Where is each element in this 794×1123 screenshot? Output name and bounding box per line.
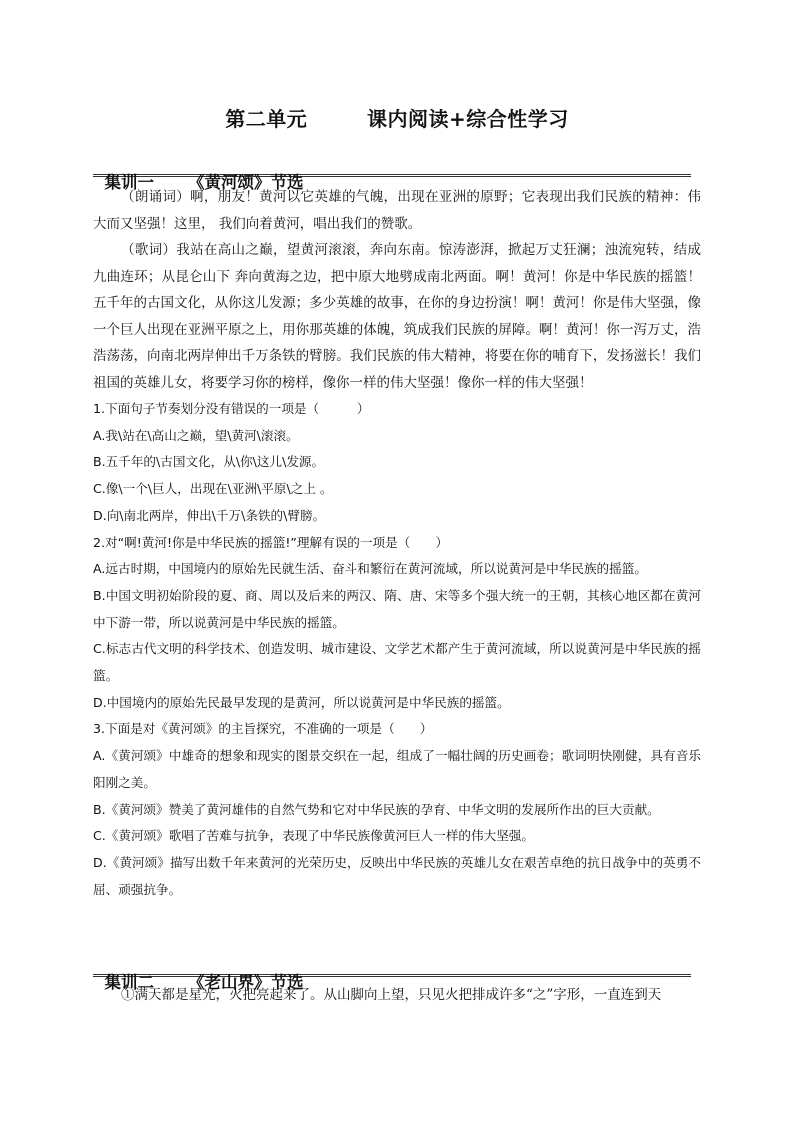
- option-1a: A.我\站在\高山之巅，望\黄河\滚滚。: [93, 427, 299, 443]
- section-label: 集训二: [104, 973, 154, 992]
- section-title: 《黄河颂》节选: [188, 173, 304, 192]
- option-3d: D.《黄河颂》描写出数千年来黄河的光荣历史，反映出中华民族的英雄儿女在艰苦卓绝的抗日战争中的英勇不屈、顽强抗争。: [93, 854, 701, 897]
- question-1: 1.下面句子节奏划分没有错误的一项是（ ）: [93, 401, 370, 416]
- excerpt-paragraph: ①满天都是星光，火把亮起来了。从山脚向上望，只见火把排成许多“之”字形，一直连到天: [121, 987, 662, 1003]
- option-2c: C.标志古代文明的科学技术、创造发明、城市建设、文学艺术都产生于黄河流域，所以说黄河是中华民族的摇篮。: [93, 641, 701, 684]
- lyrics-paragraph: （歌词）我站在高山之巅，望黄河滚滚，奔向东南。惊涛澎湃，掀起万丈狂澜；浊流宛转，结成九曲连环；从昆仑山下 奔向黄海之边，把中原大地劈成南北两面。啊！黄河！你是中华民族的摇篮！五千年的古国文化，从你这儿发源；多少英雄的故事，在你的身边扮演！啊！黄河！你是伟大坚强，像一个巨人出现在亚洲平原之上，用你那英雄的体魄，筑成我们民族的屏障。啊！黄河！你一泻万丈，浩浩荡荡，向南北两岸伸出千万条铁的臂膀。我们民族的伟大精神，将要在你的哺育下，发扬滋长！我们祖国的英雄儿女，将要学习你的榜样，像你一样的伟大坚强！像你一样的伟大坚强！: [93, 242, 701, 391]
- page-title: 第二单元 课内阅读+综合性学习: [225, 107, 569, 131]
- section-header-1: [93, 150, 691, 192]
- section-1-body: [93, 184, 701, 903]
- option-2a: A.远古时期，中国境内的原始先民就生活、奋斗和繁衍在黄河流域，所以说黄河是中华民族的摇篮。: [93, 561, 647, 577]
- option-1c: C.像\一个\巨人，出现在\亚洲\平原\之上 。: [93, 481, 333, 497]
- option-1d: D.向\南北两岸，伸出\千万\条铁的\臂膀。: [93, 507, 326, 523]
- recitation-paragraph: （朗诵词）啊，朋友！黄河以它英雄的气魄，出现在亚洲的原野；它表现出我们民族的精神：伟大而又坚强！这里， 我们向着黄河，唱出我们的赞歌。: [93, 189, 701, 232]
- section-title: 《老山界》节选: [188, 973, 304, 992]
- option-3b: B.《黄河颂》赞美了黄河雄伟的自然气势和它对中华民族的孕育、中华文明的发展所作出的巨大贡献。: [93, 801, 660, 817]
- section-label: 集训一: [104, 173, 154, 192]
- option-3c: C.《黄河颂》歌唱了苦难与抗争，表现了中华民族像黄河巨人一样的伟大坚强。: [93, 828, 534, 844]
- option-2b: B.中国文明初始阶段的夏、商、周以及后来的两汉、隋、唐、宋等多个强大统一的王朝，其核心地区都在黄河中下游一带，所以说黄河是中华民族的摇篮。: [93, 587, 701, 630]
- section-header-2: [93, 950, 691, 992]
- option-2d: D.中国境内的原始先民最早发现的是黄河，所以说黄河是中华民族的摇篮。: [93, 694, 510, 710]
- question-2: 2.对“啊!黄河!你是中华民族的摇篮!”理解有误的一项是（ ）: [93, 534, 449, 550]
- option-3a: A.《黄河颂》中雄奇的想象和现实的图景交织在一起，组成了一幅壮阔的历史画卷；歌词明快刚健，具有音乐阳刚之美。: [93, 748, 701, 790]
- option-1b: B.五千年的\古国文化，从\你\这儿\发源。: [93, 454, 325, 470]
- question-3: 3.下面是对《黄河颂》的主旨探究，不准确的一项是（ ）: [93, 721, 433, 737]
